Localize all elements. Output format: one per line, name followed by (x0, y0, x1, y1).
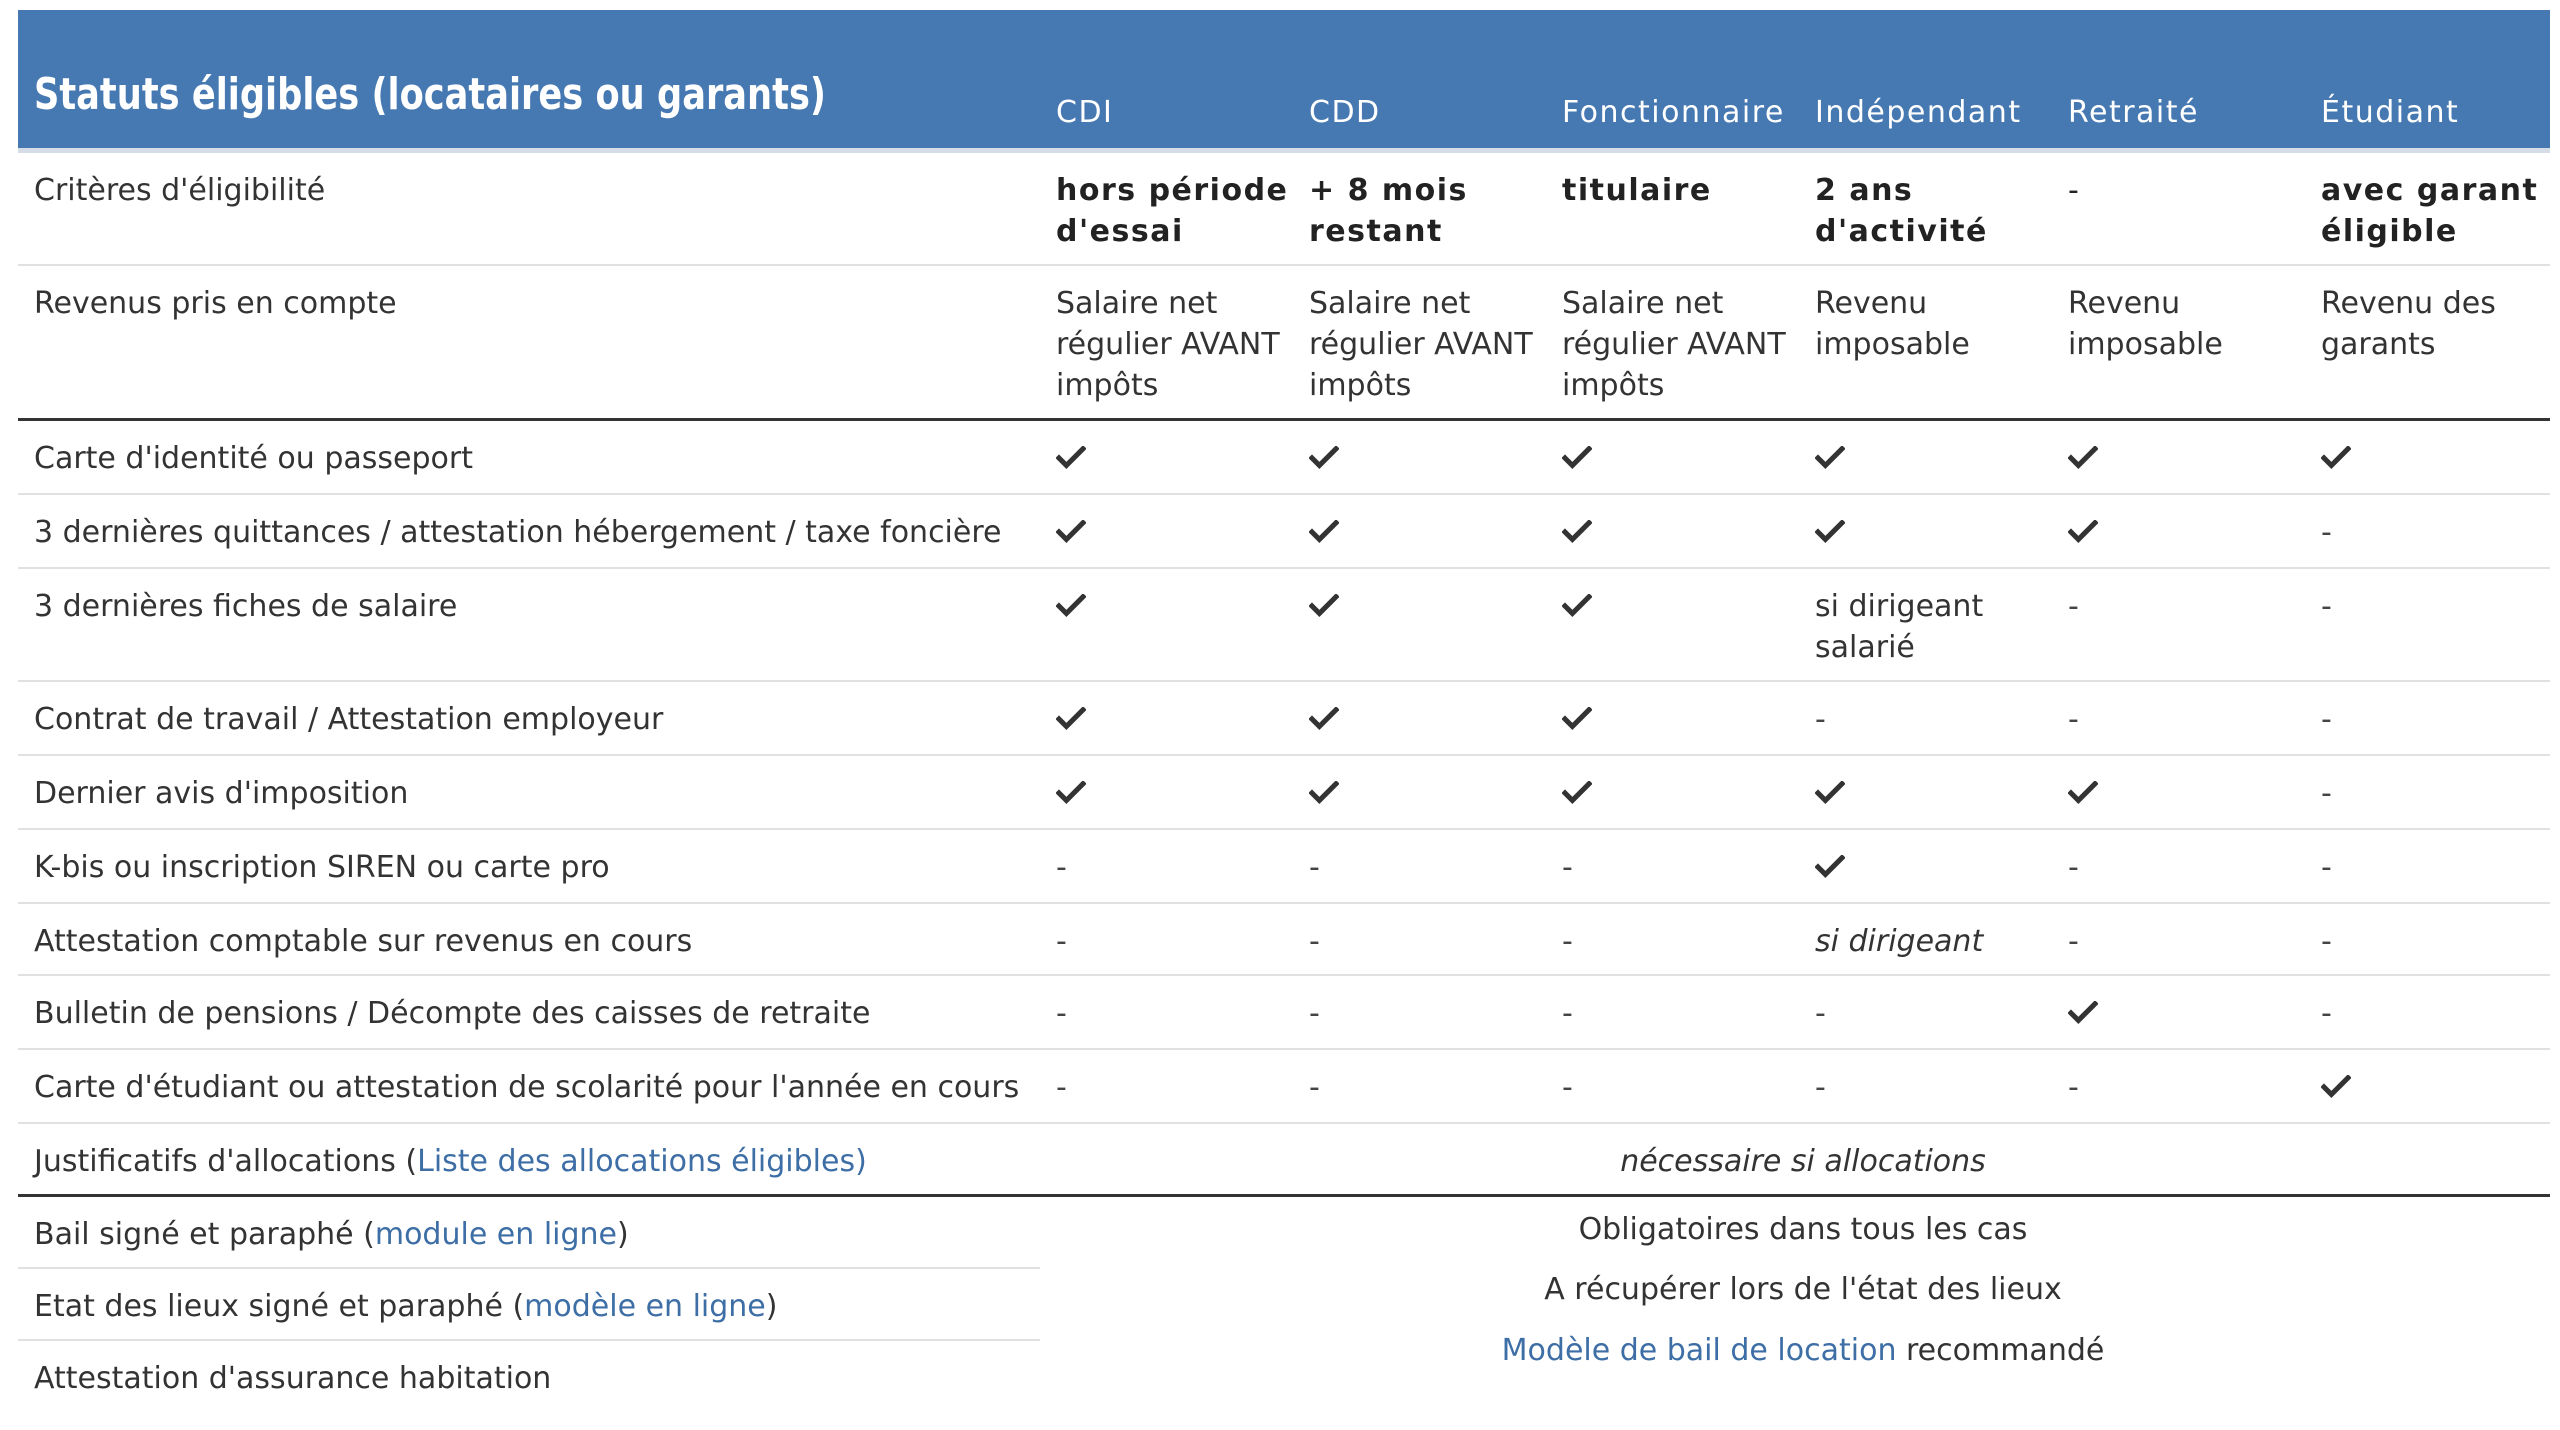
eligibility-table (18, 10, 2550, 1411)
check-icon (1562, 520, 1592, 544)
allocations-note: nécessaire si allocations (1040, 1123, 2550, 1196)
check-icon (1309, 446, 1339, 470)
cell-etudiant-dash: - (2305, 755, 2550, 829)
cell-cdd-check (1293, 681, 1546, 755)
cell-cdd-dash: - (1293, 903, 1546, 975)
check-icon (1562, 446, 1592, 470)
cell-cdi-dash: - (1040, 829, 1293, 903)
cell-retraite-check (2052, 975, 2305, 1049)
notes-line-2: A récupérer lors de l'état des lieux (1544, 1272, 2062, 1307)
document-label: 3 dernières fiches de salaire (18, 568, 1040, 681)
revenus-cdd: Salaire net régulier AVANT impôts (1293, 265, 1546, 420)
document-row (18, 903, 2550, 975)
column-header-independant: Indépendant (1815, 94, 2022, 130)
document-row (18, 829, 2550, 903)
allocations-row (18, 1123, 2550, 1196)
criteria-cdd: + 8 mois restant (1293, 150, 1546, 265)
cell-cdi-check (1040, 681, 1293, 755)
document-row (18, 568, 2550, 681)
check-icon (2068, 520, 2098, 544)
cell-fonctionnaire-check (1546, 568, 1799, 681)
cell-independant-text: si dirigeant salarié (1799, 568, 2052, 681)
document-row (18, 681, 2550, 755)
cell-retraite-dash: - (2052, 903, 2305, 975)
check-icon (1562, 594, 1592, 618)
cell-retraite-check (2052, 494, 2305, 568)
bottom-row-bail (18, 1195, 2550, 1268)
document-label: Dernier avis d'imposition (18, 755, 1040, 829)
cell-note-text: si dirigeant (1815, 923, 1984, 959)
cell-fonctionnaire-dash: - (1546, 829, 1799, 903)
cell-independant-check (1799, 755, 2052, 829)
allocations-label (18, 1123, 1040, 1196)
check-icon (1309, 707, 1339, 731)
document-label: Contrat de travail / Attestation employeur (18, 681, 1040, 755)
cell-cdi-check (1040, 755, 1293, 829)
check-icon (1562, 707, 1592, 731)
cell-etudiant-check (2305, 419, 2550, 494)
check-icon (1815, 520, 1845, 544)
cell-retraite-dash: - (2052, 829, 2305, 903)
etat-des-lieux-label (18, 1268, 1040, 1340)
mandatory-notes (1040, 1195, 2550, 1411)
column-header-cdi: CDI (1056, 94, 1114, 130)
check-icon (1309, 781, 1339, 805)
revenus-fonctionnaire: Salaire net régulier AVANT impôts (1546, 265, 1799, 420)
cell-cdd-check (1293, 494, 1546, 568)
cell-fonctionnaire-dash: - (1546, 1049, 1799, 1123)
check-icon (2068, 1001, 2098, 1025)
bail-module-link[interactable]: module en ligne (374, 1216, 617, 1252)
column-header-etudiant: Étudiant (2321, 94, 2460, 130)
criteria-row (18, 150, 2550, 265)
cell-cdd-dash: - (1293, 829, 1546, 903)
check-icon (2068, 781, 2098, 805)
revenus-row (18, 265, 2550, 420)
cell-retraite-check (2052, 419, 2305, 494)
cell-etudiant-dash: - (2305, 903, 2550, 975)
cell-etudiant-dash: - (2305, 568, 2550, 681)
criteria-label: Critères d'éligibilité (18, 150, 1040, 265)
cell-fonctionnaire-check (1546, 681, 1799, 755)
document-label: Carte d'identité ou passeport (18, 419, 1040, 494)
cell-fonctionnaire-check (1546, 755, 1799, 829)
check-icon (1815, 446, 1845, 470)
cell-fonctionnaire-check (1546, 419, 1799, 494)
table-title: Statuts éligibles (locataires ou garants) (34, 68, 826, 120)
cell-etudiant-check (2305, 1049, 2550, 1123)
cell-cdd-check (1293, 755, 1546, 829)
check-icon (2321, 1075, 2351, 1099)
cell-fonctionnaire-dash: - (1546, 903, 1799, 975)
etat-label-suffix: ) (765, 1288, 778, 1324)
cell-cdd-dash: - (1293, 1049, 1546, 1123)
document-row (18, 755, 2550, 829)
document-row (18, 419, 2550, 494)
notes-line-3 (1056, 1321, 2550, 1382)
check-icon (1309, 594, 1339, 618)
criteria-etudiant: avec garant éligible (2305, 150, 2550, 265)
cell-cdi-check (1040, 568, 1293, 681)
revenus-retraite: Revenu imposable (2052, 265, 2305, 420)
cell-cdd-check (1293, 419, 1546, 494)
document-label: 3 dernières quittances / attestation hébergement / taxe foncière (18, 494, 1040, 568)
bail-label-suffix: ) (617, 1216, 629, 1252)
column-header-fonctionnaire: Fonctionnaire (1562, 94, 1785, 130)
table-header-row (18, 10, 2550, 150)
eligibility-table-container (18, 10, 2550, 1411)
document-label: Carte d'étudiant ou attestation de scolarité pour l'année en cours (18, 1049, 1040, 1123)
check-icon (1309, 520, 1339, 544)
check-icon (1562, 781, 1592, 805)
notes-line-1: Obligatoires dans tous les cas (1578, 1211, 2028, 1247)
check-icon (1056, 781, 1086, 805)
etat-label-prefix: Etat des lieux signé et paraphé ( (34, 1288, 525, 1324)
cell-independant-dash: - (1799, 1049, 2052, 1123)
cell-independant-check (1799, 419, 2052, 494)
check-icon (2321, 446, 2351, 470)
criteria-cdi: hors période d'essai (1040, 150, 1293, 265)
etat-model-link[interactable]: modèle en ligne (524, 1288, 766, 1324)
check-icon (1056, 520, 1086, 544)
check-icon (1056, 594, 1086, 618)
check-icon (1815, 781, 1845, 805)
criteria-retraite: - (2052, 150, 2305, 265)
cell-etudiant-dash: - (2305, 494, 2550, 568)
bail-label (18, 1195, 1040, 1268)
cell-cdi-dash: - (1040, 903, 1293, 975)
document-label: Attestation comptable sur revenus en cours (18, 903, 1040, 975)
cell-cdd-dash: - (1293, 975, 1546, 1049)
cell-retraite-check (2052, 755, 2305, 829)
assurance-label: Attestation d'assurance habitation (34, 1360, 552, 1396)
column-header-retraite: Retraité (2068, 94, 2199, 130)
criteria-independant: 2 ans d'activité (1799, 150, 2052, 265)
document-row (18, 494, 2550, 568)
revenus-independant: Revenu imposable (1799, 265, 2052, 420)
cell-cdi-dash: - (1040, 975, 1293, 1049)
cell-retraite-dash: - (2052, 681, 2305, 755)
document-row (18, 1049, 2550, 1123)
cell-etudiant-dash: - (2305, 681, 2550, 755)
cell-cdd-check (1293, 568, 1546, 681)
cell-retraite-dash: - (2052, 568, 2305, 681)
check-icon (1056, 446, 1086, 470)
bail-model-link[interactable]: Modèle de bail de location (1501, 1332, 1897, 1368)
cell-independant-check (1799, 829, 2052, 903)
revenus-cdi: Salaire net régulier AVANT impôts (1040, 265, 1293, 420)
cell-etudiant-dash: - (2305, 975, 2550, 1049)
allocations-list-link[interactable]: Liste des allocations éligibles) (417, 1143, 867, 1179)
allocations-label-prefix: Justificatifs d'allocations ( (34, 1143, 418, 1179)
check-icon (1815, 855, 1845, 879)
cell-independant-dash: - (1799, 681, 2052, 755)
cell-retraite-dash: - (2052, 1049, 2305, 1123)
cell-fonctionnaire-dash: - (1546, 975, 1799, 1049)
cell-independant-check (1799, 494, 2052, 568)
revenus-label: Revenus pris en compte (18, 265, 1040, 420)
document-row (18, 975, 2550, 1049)
check-icon (1056, 707, 1086, 731)
criteria-fonctionnaire: titulaire (1546, 150, 1799, 265)
cell-cdi-check (1040, 419, 1293, 494)
document-label: K-bis ou inscription SIREN ou carte pro (18, 829, 1040, 903)
cell-cdi-check (1040, 494, 1293, 568)
check-icon (2068, 446, 2098, 470)
revenus-etudiant: Revenu des garants (2305, 265, 2550, 420)
cell-cdi-dash: - (1040, 1049, 1293, 1123)
cell-independant-note (1799, 903, 2052, 975)
document-label: Bulletin de pensions / Décompte des caisses de retraite (18, 975, 1040, 1049)
column-header-cdd: CDD (1309, 94, 1381, 130)
cell-independant-dash: - (1799, 975, 2052, 1049)
bail-label-prefix: Bail signé et paraphé ( (34, 1216, 375, 1252)
cell-etudiant-dash: - (2305, 829, 2550, 903)
notes-line-3-suffix: recommandé (1896, 1332, 2105, 1368)
cell-fonctionnaire-check (1546, 494, 1799, 568)
